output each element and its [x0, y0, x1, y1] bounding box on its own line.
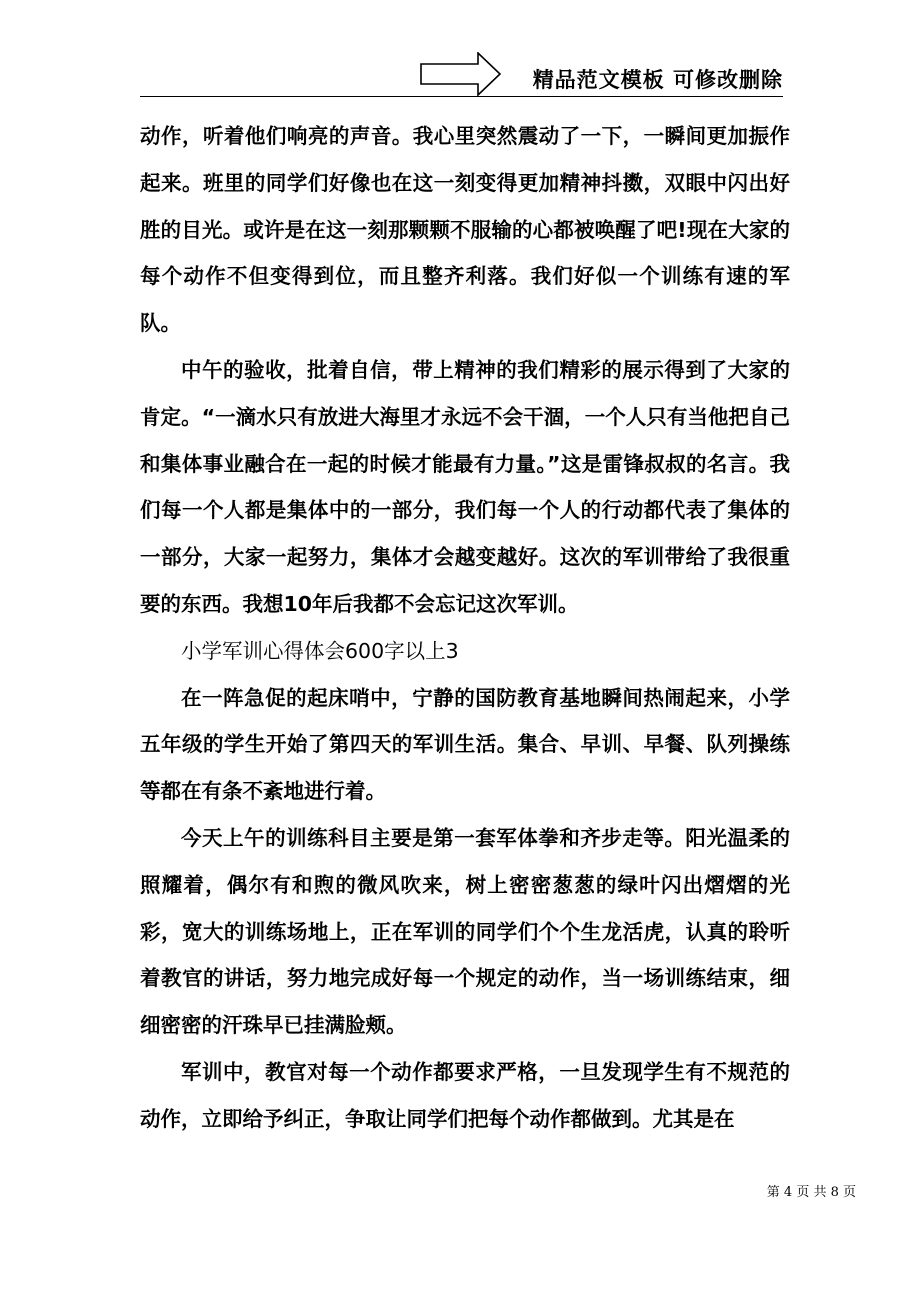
page-header — [140, 48, 783, 98]
page-number: 第 4 页 共 8 页 — [766, 1185, 856, 1200]
paragraph: 中午的验收，批着自信，带上精神的我们精彩的展示得到了大家的肯定。“一滴水只有放进大海里才永远不会干涸，一个人只有当他把自己和集体事业融合在一起的时候才能最有力量。”这是雷锋叔叔的名言。我们每一个人都是集体中的一部分，我们每一个人的行动都代表了集体的一部分，大家一起努力，集体才会越变越好。这次的军训带给了我很重要的东西。我想10年后我都不会忘记这次军训。 — [140, 357, 790, 616]
document-body — [140, 113, 790, 1143]
paragraph: 在一阵急促的起床哨中，宁静的国防教育基地瞬间热闹起来，小学五年级的学生开始了第四天的军训生活。集合、早训、早餐、队列操练等都在有条不紊地进行着。 — [140, 685, 790, 804]
paragraph: 军训中，教官对每一个动作都要求严格，一旦发现学生有不规范的动作，立即给予纠正，争取让同学们把每个动作都做到。尤其是在 — [140, 1059, 790, 1131]
header-title: 精品范文模板 可修改删除 — [532, 68, 783, 92]
header-rule — [140, 96, 783, 97]
section-heading: 小学军训心得体会600字以上3 — [181, 638, 459, 663]
paragraph: 今天上午的训练科目主要是第一套军体拳和齐步走等。阳光温柔的照耀着，偶尔有和煦的微风吹来，树上密密葱葱的绿叶闪出熠熠的光彩，宽大的训练场地上，正在军训的同学们个个生龙活虎，认真的聆听着教官的讲话，努力地完成好每一个规定的动作，当一场训练结束，细细密密的汗珠早已挂满脸颊。 — [140, 825, 790, 1038]
right-arrow-icon — [420, 52, 502, 96]
paragraph-continued: 动作，听着他们响亮的声音。我心里突然震动了一下，一瞬间更加振作起来。班里的同学们好像也在这一刻变得更加精神抖擞，双眼中闪出好胜的目光。或许是在这一刻那颗颗不服输的心都被唤醒了吧!现在大家的每个动作不但变得到位，而且整齐利落。我们好似一个训练有速的军队。 — [140, 124, 790, 336]
